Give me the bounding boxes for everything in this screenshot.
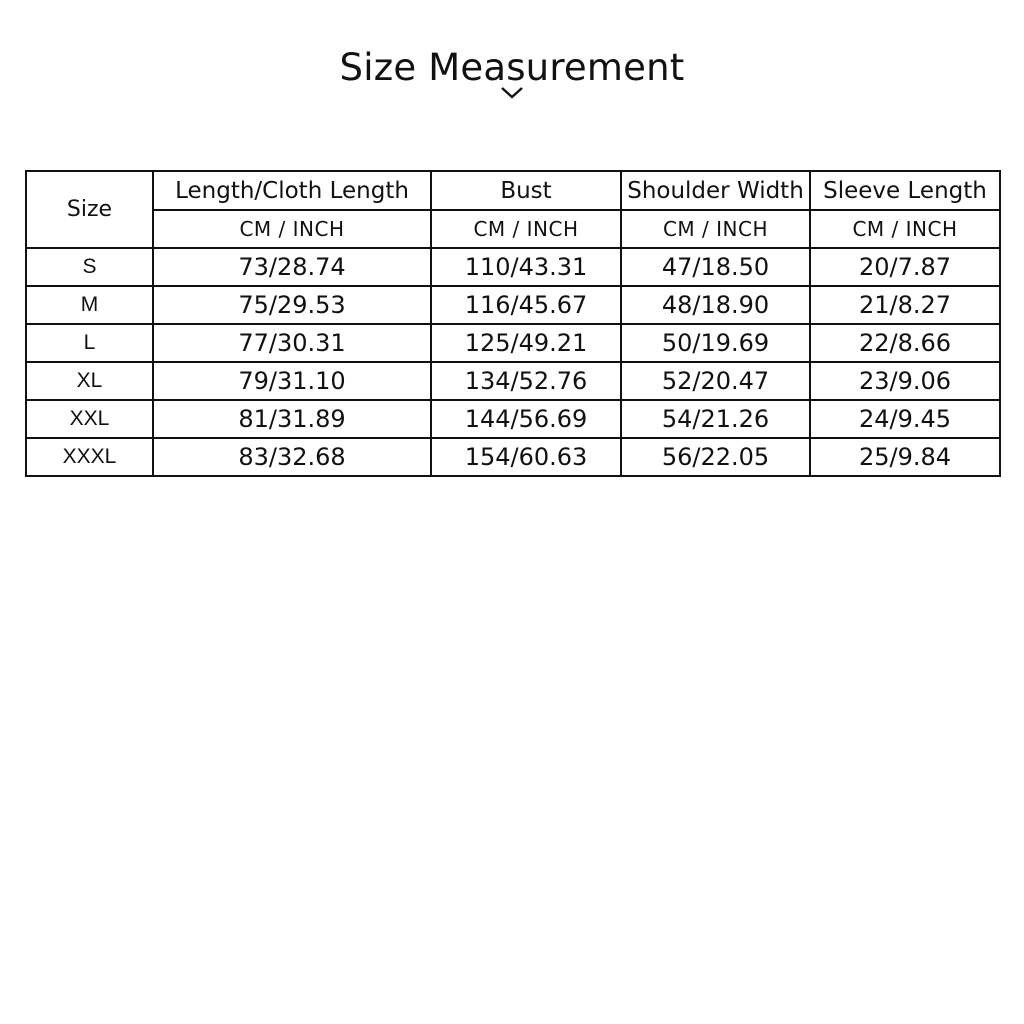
table-row	[26, 248, 1000, 286]
table-row	[26, 400, 1000, 438]
size-cell: L	[26, 324, 153, 362]
bust-cell: 134/52.76	[431, 362, 621, 400]
sleeve-length-cell: 25/9.84	[810, 438, 1000, 476]
length-cell: 77/30.31	[153, 324, 431, 362]
shoulder-width-cell: 48/18.90	[621, 286, 810, 324]
shoulder-width-cell: 52/20.47	[621, 362, 810, 400]
table-row	[26, 286, 1000, 324]
shoulder-width-cell: 47/18.50	[621, 248, 810, 286]
bust-cell: 116/45.67	[431, 286, 621, 324]
column-header-shoulder-width: Shoulder Width	[621, 171, 810, 210]
size-cell: M	[26, 286, 153, 324]
bust-cell: 144/56.69	[431, 400, 621, 438]
length-cell: 73/28.74	[153, 248, 431, 286]
table-row	[26, 438, 1000, 476]
bust-cell: 125/49.21	[431, 324, 621, 362]
shoulder-width-cell: 56/22.05	[621, 438, 810, 476]
length-cell: 79/31.10	[153, 362, 431, 400]
table-row	[26, 324, 1000, 362]
sleeve-length-cell: 23/9.06	[810, 362, 1000, 400]
header-row	[26, 171, 1000, 210]
sleeve-length-cell: 22/8.66	[810, 324, 1000, 362]
chevron-down-icon	[500, 86, 524, 100]
sleeve-length-cell: 20/7.87	[810, 248, 1000, 286]
length-cell: 83/32.68	[153, 438, 431, 476]
size-column-header: Size	[26, 171, 153, 248]
unit-label: CM / INCH	[621, 210, 810, 248]
column-header-length: Length/Cloth Length	[153, 171, 431, 210]
column-header-sleeve-length: Sleeve Length	[810, 171, 1000, 210]
shoulder-width-cell: 50/19.69	[621, 324, 810, 362]
unit-label: CM / INCH	[153, 210, 431, 248]
unit-label: CM / INCH	[810, 210, 1000, 248]
size-cell: XL	[26, 362, 153, 400]
unit-row	[26, 210, 1000, 248]
length-cell: 81/31.89	[153, 400, 431, 438]
table-row	[26, 362, 1000, 400]
column-header-bust: Bust	[431, 171, 621, 210]
sleeve-length-cell: 24/9.45	[810, 400, 1000, 438]
bust-cell: 154/60.63	[431, 438, 621, 476]
shoulder-width-cell: 54/21.26	[621, 400, 810, 438]
size-cell: S	[26, 248, 153, 286]
length-cell: 75/29.53	[153, 286, 431, 324]
size-cell: XXXL	[26, 438, 153, 476]
size-table	[25, 170, 1001, 477]
size-cell: XXL	[26, 400, 153, 438]
sleeve-length-cell: 21/8.27	[810, 286, 1000, 324]
page-title: Size Measurement	[339, 46, 685, 89]
unit-label: CM / INCH	[431, 210, 621, 248]
bust-cell: 110/43.31	[431, 248, 621, 286]
